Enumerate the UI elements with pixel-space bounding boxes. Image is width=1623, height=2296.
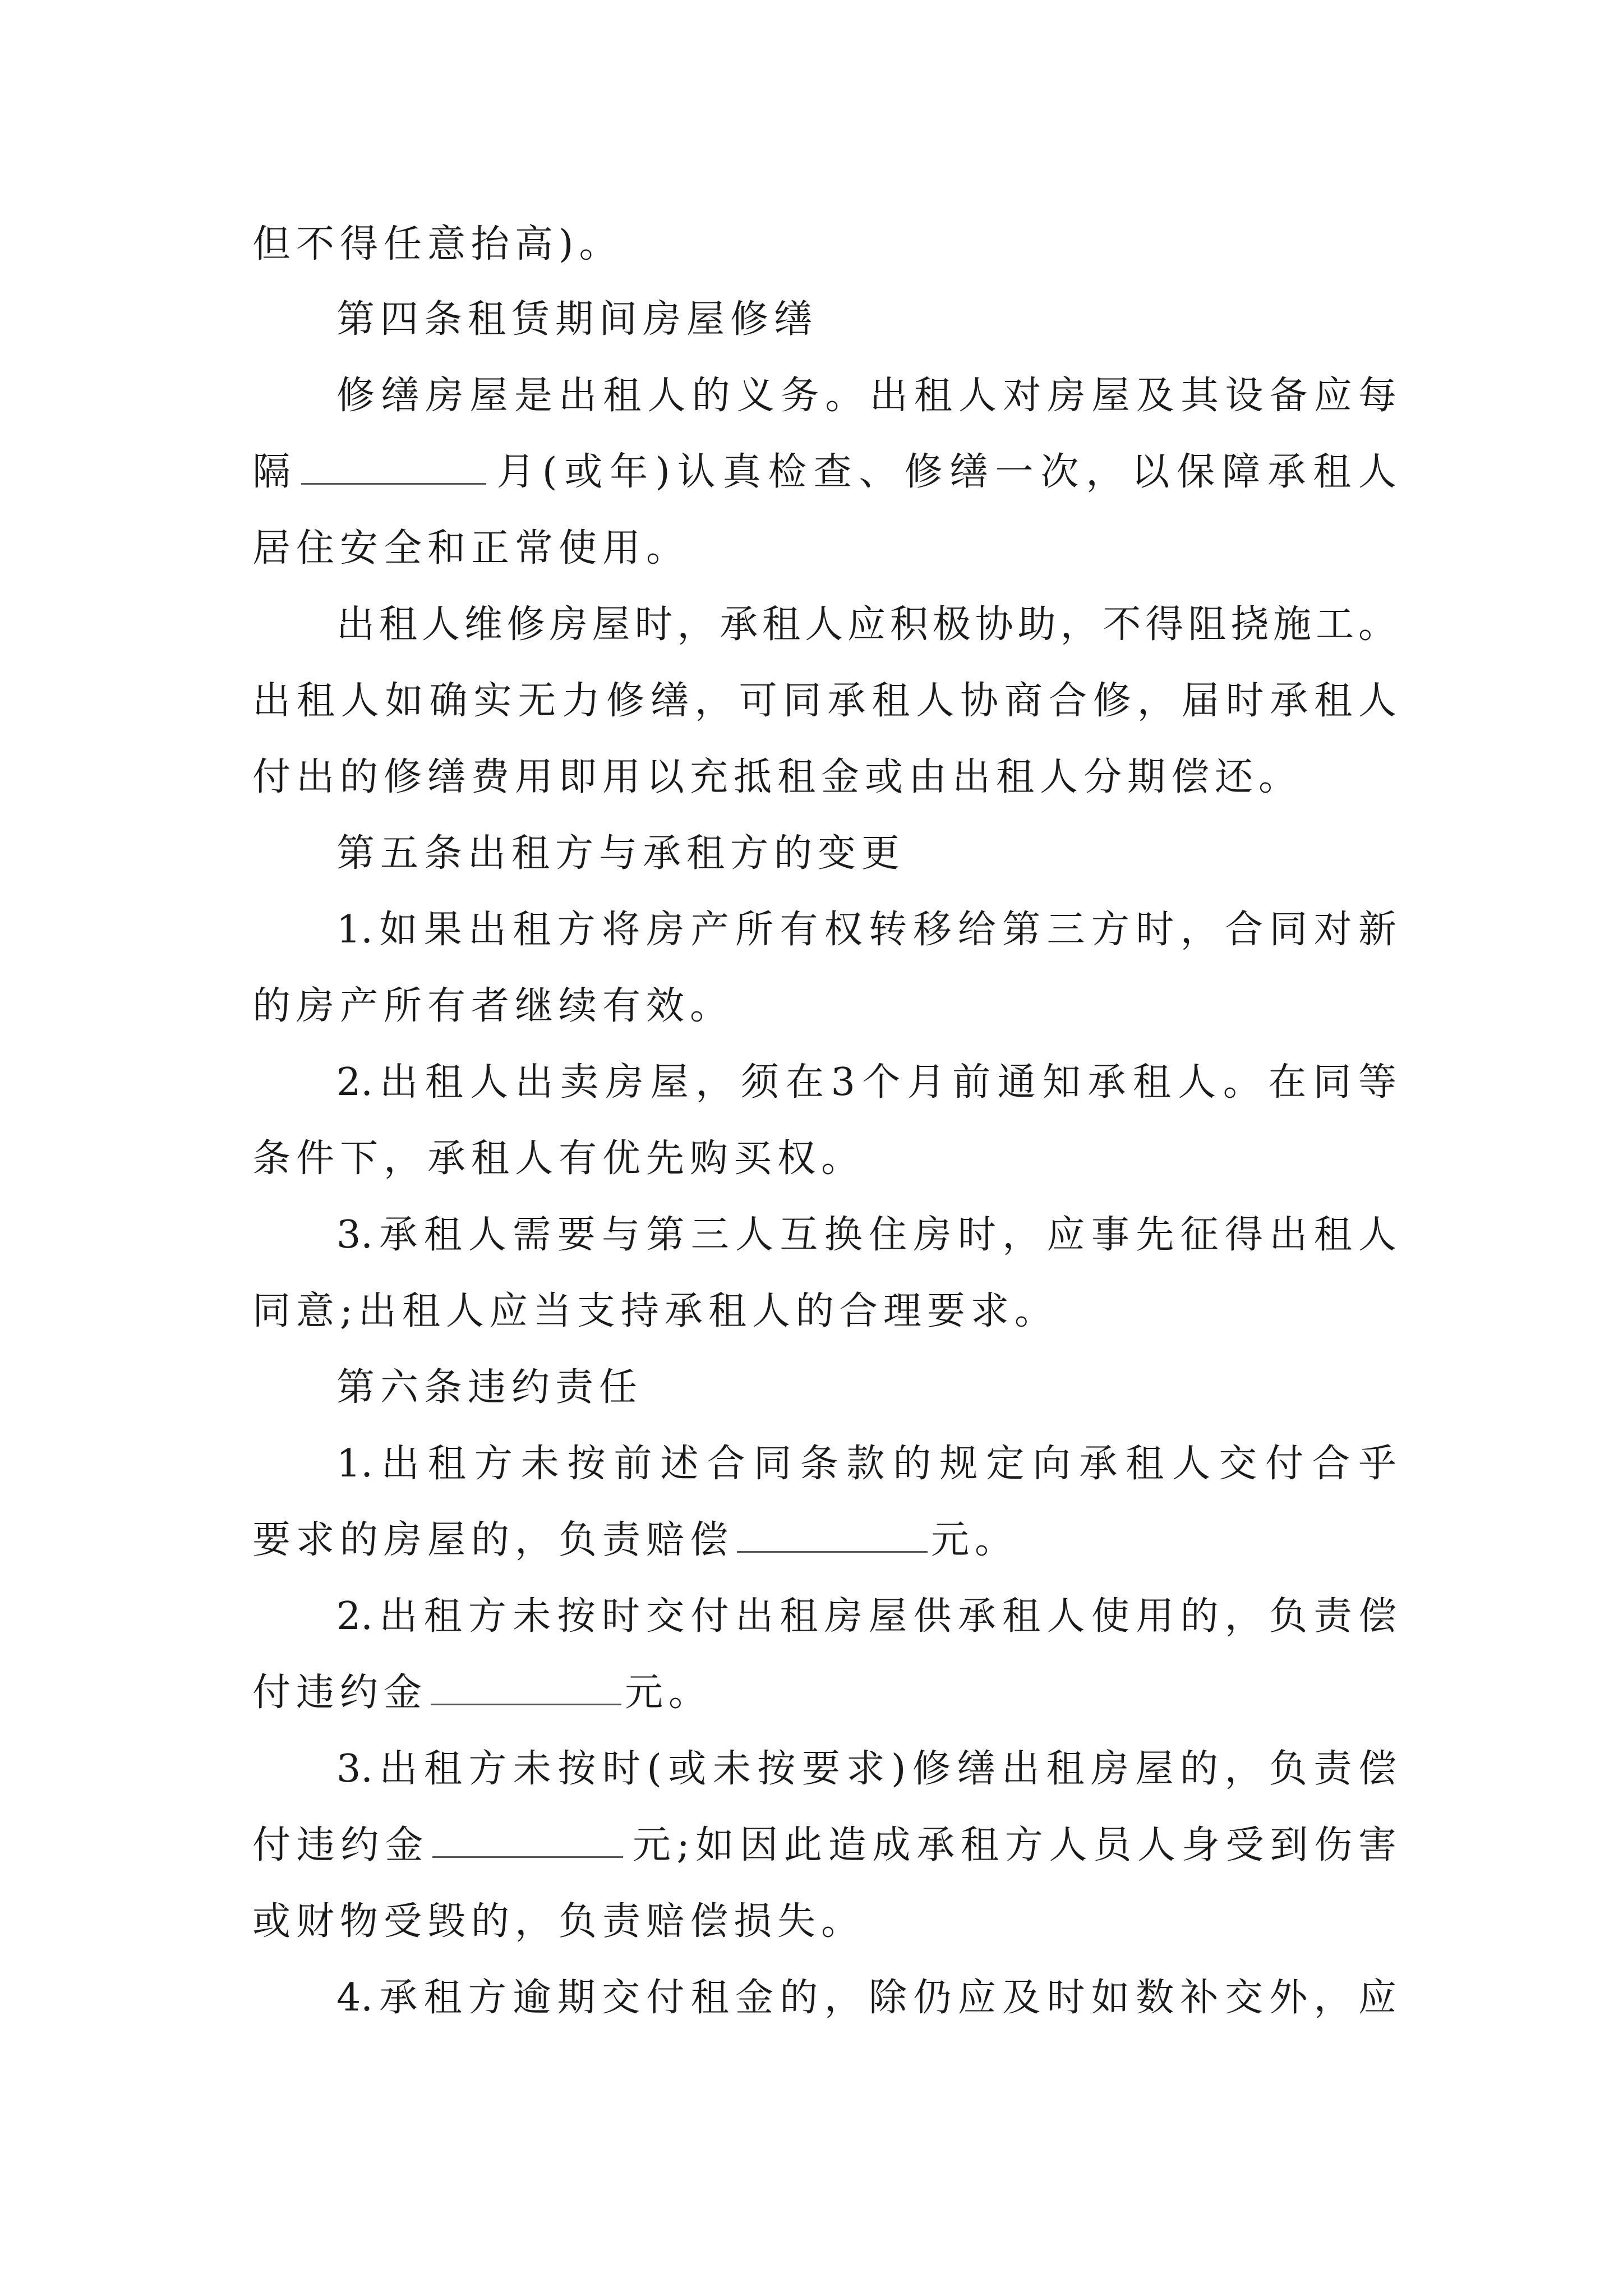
text-line: 4.承租方逾期交付租金的，除仍应及时如数补交外，应 <box>336 1976 1396 2020</box>
text-line: 出租人维修房屋时，承租人应积极协助，不得阻挠施工。 <box>336 602 1396 647</box>
article-6-heading: 第六条违约责任 <box>336 1365 643 1410</box>
article-5-heading: 第五条出租方与承租方的变更 <box>336 831 906 876</box>
text-line: 但不得任意抬高)。 <box>252 222 623 266</box>
article-4-heading: 第四条租赁期间房屋修缮 <box>336 297 818 342</box>
text-line: 付出的修缮费用即用以充抵租金或由出租人分期偿还。 <box>252 755 1303 799</box>
text-line: 出租人如确实无力修缮，可同承租人协商合修，届时承租人 <box>252 679 1396 723</box>
text-line <box>252 1501 1396 1580</box>
text-line <box>252 1806 1396 1885</box>
text-line: 同意;出租人应当支持承租人的合理要求。 <box>252 1289 1058 1333</box>
fill-in-blank <box>737 1517 928 1553</box>
text-line: 或财物受毁的，负责赔偿损失。 <box>252 1899 865 1944</box>
text-segment: 元。 <box>931 1518 1019 1562</box>
text-line: 3.承租人需要与第三人互换住房时，应事先征得出租人 <box>336 1213 1396 1257</box>
text-line: 1.如果出租方将房产所有权转移给第三方时，合同对新 <box>336 908 1396 952</box>
text-segment: 付违约金 <box>252 1823 430 1867</box>
text-segment: 隔 <box>252 450 298 494</box>
text-line: 的房产所有者继续有效。 <box>252 984 734 1028</box>
text-line: 修缮房屋是出租人的义务。出租人对房屋及其设备应每 <box>336 374 1396 418</box>
fill-in-blank <box>431 1669 621 1705</box>
text-line <box>252 1654 1396 1732</box>
fill-in-blank <box>432 1822 623 1858</box>
fill-in-blank <box>301 449 486 485</box>
text-segment: 要求的房屋的，负责赔偿 <box>252 1518 734 1562</box>
text-segment: 元。 <box>625 1671 713 1715</box>
text-line <box>252 433 1396 512</box>
text-line: 条件下，承租人有优先购买权。 <box>252 1137 865 1181</box>
text-line: 居住安全和正常使用。 <box>252 526 690 570</box>
text-segment: 月(或年)认真检查、修缮一次，以保障承租人 <box>489 450 1396 494</box>
text-line: 2.出租方未按时交付出租房屋供承租人使用的，负责偿 <box>336 1594 1396 1639</box>
text-segment: 付违约金 <box>252 1671 428 1715</box>
text-line: 3.出租方未按时(或未按要求)修缮出租房屋的，负责偿 <box>336 1747 1396 1791</box>
text-segment: 元;如因此造成承租方人员人身受到伤害 <box>626 1823 1396 1867</box>
text-line: 2.出租人出卖房屋，须在3个月前通知承租人。在同等 <box>336 1060 1396 1105</box>
text-line: 1.出租方未按前述合同条款的规定向承租人交付合乎 <box>336 1442 1396 1486</box>
